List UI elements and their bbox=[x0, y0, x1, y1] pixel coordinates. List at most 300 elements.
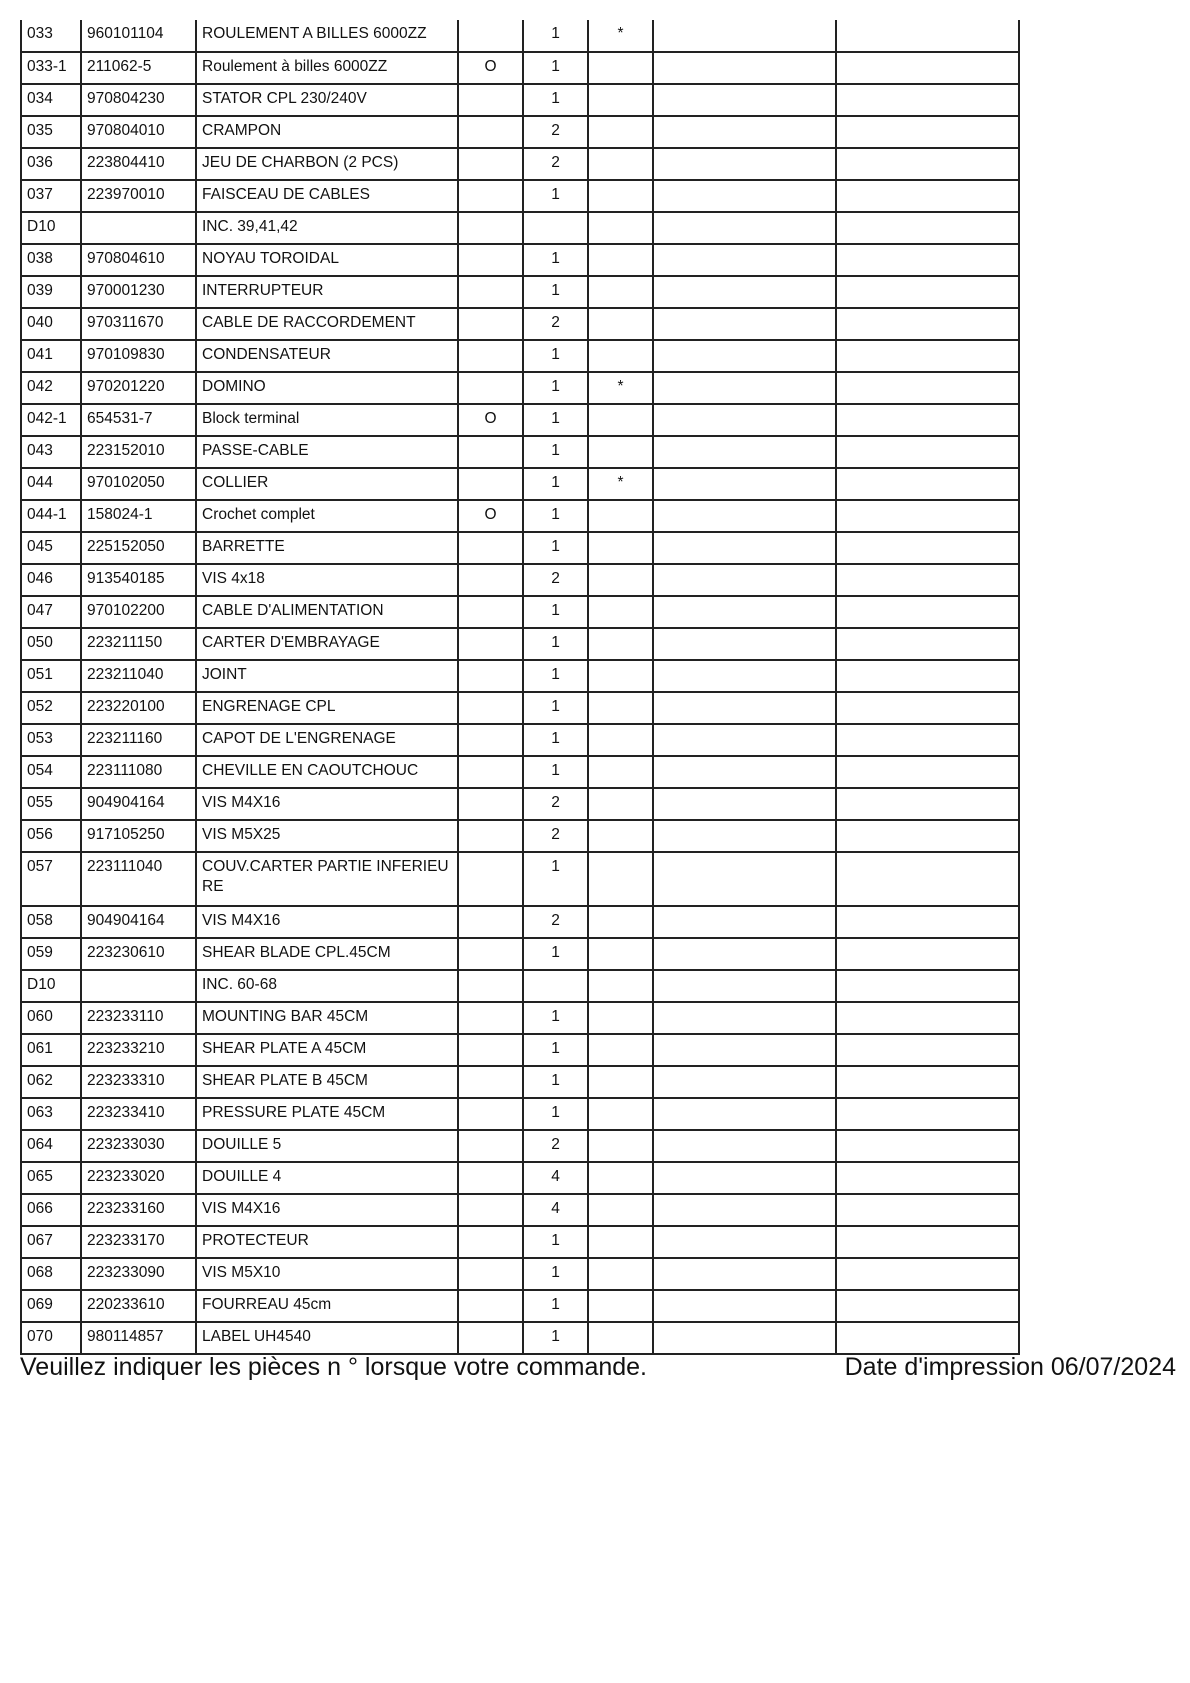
option-marker-cell bbox=[458, 212, 523, 244]
option-marker-cell bbox=[458, 20, 523, 52]
empty-cell bbox=[653, 148, 836, 180]
option-marker-cell bbox=[458, 276, 523, 308]
quantity-cell: 1 bbox=[523, 1034, 588, 1066]
empty-cell bbox=[653, 1034, 836, 1066]
empty-cell bbox=[653, 970, 836, 1002]
part-description-cell: FAISCEAU DE CABLES bbox=[196, 180, 458, 212]
quantity-cell: 2 bbox=[523, 820, 588, 852]
table-row bbox=[21, 404, 1019, 436]
part-ref-cell: 068 bbox=[21, 1258, 81, 1290]
table-row bbox=[21, 852, 1019, 906]
part-number-cell: 220233610 bbox=[81, 1290, 196, 1322]
option-marker-cell bbox=[458, 628, 523, 660]
quantity-cell: 2 bbox=[523, 906, 588, 938]
empty-cell bbox=[836, 852, 1019, 906]
table-row bbox=[21, 308, 1019, 340]
part-ref-cell: 062 bbox=[21, 1066, 81, 1098]
part-description-cell: DOUILLE 4 bbox=[196, 1162, 458, 1194]
part-ref-cell: 054 bbox=[21, 756, 81, 788]
part-description-cell: Crochet complet bbox=[196, 500, 458, 532]
part-number-cell: 904904164 bbox=[81, 788, 196, 820]
parts-table bbox=[20, 20, 1020, 1355]
note-marker-cell: * bbox=[588, 20, 653, 52]
empty-cell bbox=[836, 1098, 1019, 1130]
option-marker-cell bbox=[458, 1098, 523, 1130]
part-number-cell: 970804230 bbox=[81, 84, 196, 116]
part-description-cell: SHEAR PLATE A 45CM bbox=[196, 1034, 458, 1066]
part-number-cell bbox=[81, 212, 196, 244]
empty-cell bbox=[836, 532, 1019, 564]
note-marker-cell bbox=[588, 938, 653, 970]
empty-cell bbox=[836, 756, 1019, 788]
table-row bbox=[21, 1322, 1019, 1354]
part-description-cell: BARRETTE bbox=[196, 532, 458, 564]
note-marker-cell bbox=[588, 404, 653, 436]
note-marker-cell bbox=[588, 116, 653, 148]
part-description-cell: VIS M5X25 bbox=[196, 820, 458, 852]
quantity-cell bbox=[523, 970, 588, 1002]
empty-cell bbox=[653, 1002, 836, 1034]
empty-cell bbox=[653, 212, 836, 244]
note-marker-cell bbox=[588, 308, 653, 340]
note-marker-cell bbox=[588, 1098, 653, 1130]
table-row bbox=[21, 906, 1019, 938]
part-number-cell: 223111040 bbox=[81, 852, 196, 906]
option-marker-cell bbox=[458, 1194, 523, 1226]
empty-cell bbox=[653, 938, 836, 970]
part-number-cell: 970102200 bbox=[81, 596, 196, 628]
empty-cell bbox=[653, 564, 836, 596]
part-ref-cell: 050 bbox=[21, 628, 81, 660]
part-description-cell: CAPOT DE L'ENGRENAGE bbox=[196, 724, 458, 756]
empty-cell bbox=[836, 180, 1019, 212]
part-number-cell: 223233310 bbox=[81, 1066, 196, 1098]
empty-cell bbox=[653, 596, 836, 628]
quantity-cell: 1 bbox=[523, 852, 588, 906]
empty-cell bbox=[653, 660, 836, 692]
table-row bbox=[21, 244, 1019, 276]
quantity-cell: 1 bbox=[523, 596, 588, 628]
part-description-cell: PRESSURE PLATE 45CM bbox=[196, 1098, 458, 1130]
empty-cell bbox=[836, 724, 1019, 756]
empty-cell bbox=[653, 1066, 836, 1098]
quantity-cell: 2 bbox=[523, 788, 588, 820]
note-marker-cell bbox=[588, 1194, 653, 1226]
quantity-cell: 1 bbox=[523, 84, 588, 116]
quantity-cell: 2 bbox=[523, 308, 588, 340]
quantity-cell: 2 bbox=[523, 1130, 588, 1162]
empty-cell bbox=[653, 244, 836, 276]
empty-cell bbox=[836, 1226, 1019, 1258]
empty-cell bbox=[653, 404, 836, 436]
note-marker-cell bbox=[588, 788, 653, 820]
part-ref-cell: 061 bbox=[21, 1034, 81, 1066]
note-marker-cell bbox=[588, 1290, 653, 1322]
option-marker-cell bbox=[458, 1130, 523, 1162]
empty-cell bbox=[653, 52, 836, 84]
table-row bbox=[21, 692, 1019, 724]
option-marker-cell bbox=[458, 180, 523, 212]
quantity-cell: 1 bbox=[523, 340, 588, 372]
option-marker-cell bbox=[458, 436, 523, 468]
option-marker-cell bbox=[458, 148, 523, 180]
note-marker-cell bbox=[588, 1034, 653, 1066]
part-ref-cell: 046 bbox=[21, 564, 81, 596]
part-ref-cell: 056 bbox=[21, 820, 81, 852]
quantity-cell: 1 bbox=[523, 660, 588, 692]
note-marker-cell bbox=[588, 1066, 653, 1098]
option-marker-cell bbox=[458, 340, 523, 372]
quantity-cell: 2 bbox=[523, 148, 588, 180]
part-ref-cell: 058 bbox=[21, 906, 81, 938]
note-marker-cell bbox=[588, 628, 653, 660]
empty-cell bbox=[653, 1290, 836, 1322]
table-row bbox=[21, 1098, 1019, 1130]
part-number-cell: 225152050 bbox=[81, 532, 196, 564]
part-number-cell: 223211150 bbox=[81, 628, 196, 660]
table-row bbox=[21, 468, 1019, 500]
part-description-cell: COUV.CARTER PARTIE INFERIEURE bbox=[196, 852, 458, 906]
empty-cell bbox=[653, 84, 836, 116]
table-row bbox=[21, 1034, 1019, 1066]
option-marker-cell bbox=[458, 244, 523, 276]
empty-cell bbox=[653, 372, 836, 404]
table-row bbox=[21, 1258, 1019, 1290]
quantity-cell: 1 bbox=[523, 276, 588, 308]
part-ref-cell: 040 bbox=[21, 308, 81, 340]
note-marker-cell bbox=[588, 970, 653, 1002]
option-marker-cell bbox=[458, 1002, 523, 1034]
empty-cell bbox=[653, 1162, 836, 1194]
quantity-cell: 1 bbox=[523, 1290, 588, 1322]
empty-cell bbox=[653, 20, 836, 52]
empty-cell bbox=[836, 52, 1019, 84]
part-ref-cell: 069 bbox=[21, 1290, 81, 1322]
print-date: Date d'impression 06/07/2024 bbox=[844, 1353, 1176, 1381]
part-ref-cell: 041 bbox=[21, 340, 81, 372]
note-marker-cell bbox=[588, 906, 653, 938]
empty-cell bbox=[836, 212, 1019, 244]
parts-table-body bbox=[21, 20, 1019, 1354]
table-row bbox=[21, 756, 1019, 788]
quantity-cell: 4 bbox=[523, 1162, 588, 1194]
note-marker-cell bbox=[588, 596, 653, 628]
empty-cell bbox=[836, 244, 1019, 276]
part-description-cell: ROULEMENT A BILLES 6000ZZ bbox=[196, 20, 458, 52]
table-row bbox=[21, 564, 1019, 596]
part-number-cell: 223233090 bbox=[81, 1258, 196, 1290]
empty-cell bbox=[653, 468, 836, 500]
empty-cell bbox=[836, 436, 1019, 468]
part-description-cell: PROTECTEUR bbox=[196, 1226, 458, 1258]
option-marker-cell bbox=[458, 692, 523, 724]
part-number-cell: 223211040 bbox=[81, 660, 196, 692]
part-number-cell: 970804010 bbox=[81, 116, 196, 148]
part-description-cell: VIS M4X16 bbox=[196, 1194, 458, 1226]
empty-cell bbox=[653, 1130, 836, 1162]
empty-cell bbox=[653, 628, 836, 660]
part-description-cell: VIS M4X16 bbox=[196, 788, 458, 820]
table-row bbox=[21, 788, 1019, 820]
part-description-cell: CABLE D'ALIMENTATION bbox=[196, 596, 458, 628]
empty-cell bbox=[653, 1258, 836, 1290]
empty-cell bbox=[836, 1034, 1019, 1066]
empty-cell bbox=[836, 692, 1019, 724]
quantity-cell: 1 bbox=[523, 1098, 588, 1130]
part-description-cell: VIS M4X16 bbox=[196, 906, 458, 938]
empty-cell bbox=[836, 1290, 1019, 1322]
note-marker-cell bbox=[588, 500, 653, 532]
table-row bbox=[21, 1194, 1019, 1226]
table-row bbox=[21, 1066, 1019, 1098]
part-ref-cell: 064 bbox=[21, 1130, 81, 1162]
part-number-cell: 654531-7 bbox=[81, 404, 196, 436]
part-ref-cell: D10 bbox=[21, 212, 81, 244]
part-ref-cell: D10 bbox=[21, 970, 81, 1002]
empty-cell bbox=[836, 1130, 1019, 1162]
quantity-cell: 1 bbox=[523, 1258, 588, 1290]
part-ref-cell: 037 bbox=[21, 180, 81, 212]
part-ref-cell: 035 bbox=[21, 116, 81, 148]
note-marker-cell bbox=[588, 180, 653, 212]
quantity-cell: 2 bbox=[523, 564, 588, 596]
option-marker-cell bbox=[458, 938, 523, 970]
empty-cell bbox=[653, 340, 836, 372]
empty-cell bbox=[653, 500, 836, 532]
part-ref-cell: 052 bbox=[21, 692, 81, 724]
part-description-cell: INC. 60-68 bbox=[196, 970, 458, 1002]
note-marker-cell bbox=[588, 1002, 653, 1034]
part-number-cell: 980114857 bbox=[81, 1322, 196, 1354]
option-marker-cell bbox=[458, 84, 523, 116]
empty-cell bbox=[836, 970, 1019, 1002]
quantity-cell: 1 bbox=[523, 1322, 588, 1354]
note-marker-cell bbox=[588, 1322, 653, 1354]
option-marker-cell bbox=[458, 724, 523, 756]
part-ref-cell: 063 bbox=[21, 1098, 81, 1130]
part-description-cell: STATOR CPL 230/240V bbox=[196, 84, 458, 116]
note-marker-cell bbox=[588, 660, 653, 692]
part-number-cell: 223111080 bbox=[81, 756, 196, 788]
part-ref-cell: 057 bbox=[21, 852, 81, 906]
note-marker-cell bbox=[588, 756, 653, 788]
part-number-cell: 970102050 bbox=[81, 468, 196, 500]
empty-cell bbox=[653, 1226, 836, 1258]
empty-cell bbox=[836, 820, 1019, 852]
note-marker-cell bbox=[588, 1162, 653, 1194]
quantity-cell: 1 bbox=[523, 628, 588, 660]
part-number-cell: 970201220 bbox=[81, 372, 196, 404]
note-marker-cell bbox=[588, 564, 653, 596]
empty-cell bbox=[836, 788, 1019, 820]
empty-cell bbox=[836, 84, 1019, 116]
quantity-cell: 1 bbox=[523, 180, 588, 212]
part-number-cell: 970311670 bbox=[81, 308, 196, 340]
quantity-cell: 1 bbox=[523, 372, 588, 404]
part-number-cell: 960101104 bbox=[81, 20, 196, 52]
quantity-cell: 1 bbox=[523, 532, 588, 564]
empty-cell bbox=[836, 276, 1019, 308]
part-number-cell: 223233170 bbox=[81, 1226, 196, 1258]
option-marker-cell bbox=[458, 1290, 523, 1322]
empty-cell bbox=[836, 1322, 1019, 1354]
part-description-cell: CARTER D'EMBRAYAGE bbox=[196, 628, 458, 660]
part-ref-cell: 051 bbox=[21, 660, 81, 692]
empty-cell bbox=[836, 660, 1019, 692]
part-description-cell: CABLE DE RACCORDEMENT bbox=[196, 308, 458, 340]
part-ref-cell: 042 bbox=[21, 372, 81, 404]
part-number-cell: 223233160 bbox=[81, 1194, 196, 1226]
empty-cell bbox=[653, 436, 836, 468]
empty-cell bbox=[653, 116, 836, 148]
empty-cell bbox=[836, 564, 1019, 596]
option-marker-cell bbox=[458, 308, 523, 340]
part-number-cell: 223233020 bbox=[81, 1162, 196, 1194]
table-row bbox=[21, 276, 1019, 308]
note-marker-cell bbox=[588, 532, 653, 564]
part-description-cell: INC. 39,41,42 bbox=[196, 212, 458, 244]
empty-cell bbox=[836, 1162, 1019, 1194]
table-row bbox=[21, 1162, 1019, 1194]
part-number-cell bbox=[81, 970, 196, 1002]
part-number-cell: 913540185 bbox=[81, 564, 196, 596]
note-marker-cell bbox=[588, 436, 653, 468]
option-marker-cell: O bbox=[458, 404, 523, 436]
part-number-cell: 211062-5 bbox=[81, 52, 196, 84]
part-number-cell: 223233410 bbox=[81, 1098, 196, 1130]
table-row bbox=[21, 436, 1019, 468]
part-number-cell: 223211160 bbox=[81, 724, 196, 756]
table-row bbox=[21, 20, 1019, 52]
empty-cell bbox=[653, 852, 836, 906]
note-marker-cell bbox=[588, 84, 653, 116]
part-number-cell: 223152010 bbox=[81, 436, 196, 468]
part-ref-cell: 038 bbox=[21, 244, 81, 276]
table-row bbox=[21, 532, 1019, 564]
part-description-cell: ENGRENAGE CPL bbox=[196, 692, 458, 724]
table-row bbox=[21, 1002, 1019, 1034]
part-ref-cell: 044 bbox=[21, 468, 81, 500]
empty-cell bbox=[836, 1258, 1019, 1290]
option-marker-cell bbox=[458, 1066, 523, 1098]
part-description-cell: Block terminal bbox=[196, 404, 458, 436]
part-description-cell: VIS 4x18 bbox=[196, 564, 458, 596]
empty-cell bbox=[836, 596, 1019, 628]
table-row bbox=[21, 596, 1019, 628]
option-marker-cell: O bbox=[458, 52, 523, 84]
empty-cell bbox=[836, 906, 1019, 938]
part-ref-cell: 059 bbox=[21, 938, 81, 970]
quantity-cell: 1 bbox=[523, 52, 588, 84]
part-ref-cell: 034 bbox=[21, 84, 81, 116]
quantity-cell: 1 bbox=[523, 244, 588, 276]
option-marker-cell bbox=[458, 852, 523, 906]
part-description-cell: CONDENSATEUR bbox=[196, 340, 458, 372]
table-row bbox=[21, 1130, 1019, 1162]
option-marker-cell bbox=[458, 906, 523, 938]
table-row bbox=[21, 372, 1019, 404]
table-row bbox=[21, 52, 1019, 84]
quantity-cell: 1 bbox=[523, 20, 588, 52]
note-marker-cell bbox=[588, 276, 653, 308]
empty-cell bbox=[836, 1194, 1019, 1226]
note-marker-cell bbox=[588, 1258, 653, 1290]
part-number-cell: 223233110 bbox=[81, 1002, 196, 1034]
table-row bbox=[21, 180, 1019, 212]
table-row bbox=[21, 340, 1019, 372]
table-row bbox=[21, 628, 1019, 660]
table-row bbox=[21, 212, 1019, 244]
part-ref-cell: 042-1 bbox=[21, 404, 81, 436]
table-row bbox=[21, 1226, 1019, 1258]
empty-cell bbox=[653, 1098, 836, 1130]
part-ref-cell: 033 bbox=[21, 20, 81, 52]
part-number-cell: 970804610 bbox=[81, 244, 196, 276]
note-marker-cell bbox=[588, 244, 653, 276]
quantity-cell: 1 bbox=[523, 404, 588, 436]
quantity-cell: 4 bbox=[523, 1194, 588, 1226]
empty-cell bbox=[653, 1194, 836, 1226]
part-ref-cell: 044-1 bbox=[21, 500, 81, 532]
part-description-cell: SHEAR PLATE B 45CM bbox=[196, 1066, 458, 1098]
part-ref-cell: 033-1 bbox=[21, 52, 81, 84]
part-number-cell: 970109830 bbox=[81, 340, 196, 372]
note-marker-cell bbox=[588, 52, 653, 84]
option-marker-cell bbox=[458, 756, 523, 788]
empty-cell bbox=[653, 532, 836, 564]
part-description-cell: DOUILLE 5 bbox=[196, 1130, 458, 1162]
part-description-cell: COLLIER bbox=[196, 468, 458, 500]
part-ref-cell: 036 bbox=[21, 148, 81, 180]
note-marker-cell: * bbox=[588, 372, 653, 404]
part-ref-cell: 047 bbox=[21, 596, 81, 628]
note-marker-cell bbox=[588, 852, 653, 906]
table-row bbox=[21, 500, 1019, 532]
quantity-cell: 1 bbox=[523, 468, 588, 500]
table-row bbox=[21, 116, 1019, 148]
part-number-cell: 158024-1 bbox=[81, 500, 196, 532]
empty-cell bbox=[653, 788, 836, 820]
empty-cell bbox=[836, 20, 1019, 52]
part-number-cell: 223233030 bbox=[81, 1130, 196, 1162]
note-marker-cell bbox=[588, 724, 653, 756]
part-description-cell: VIS M5X10 bbox=[196, 1258, 458, 1290]
part-ref-cell: 045 bbox=[21, 532, 81, 564]
quantity-cell: 1 bbox=[523, 500, 588, 532]
empty-cell bbox=[836, 1002, 1019, 1034]
part-ref-cell: 070 bbox=[21, 1322, 81, 1354]
part-number-cell: 223804410 bbox=[81, 148, 196, 180]
note-marker-cell bbox=[588, 820, 653, 852]
option-marker-cell bbox=[458, 660, 523, 692]
option-marker-cell bbox=[458, 1258, 523, 1290]
quantity-cell: 1 bbox=[523, 724, 588, 756]
quantity-cell: 1 bbox=[523, 1002, 588, 1034]
option-marker-cell bbox=[458, 532, 523, 564]
part-description-cell: DOMINO bbox=[196, 372, 458, 404]
part-description-cell: JOINT bbox=[196, 660, 458, 692]
part-description-cell: NOYAU TOROIDAL bbox=[196, 244, 458, 276]
table-row bbox=[21, 148, 1019, 180]
table-row bbox=[21, 970, 1019, 1002]
empty-cell bbox=[836, 1066, 1019, 1098]
empty-cell bbox=[653, 308, 836, 340]
option-marker-cell bbox=[458, 788, 523, 820]
option-marker-cell bbox=[458, 372, 523, 404]
part-ref-cell: 065 bbox=[21, 1162, 81, 1194]
order-instruction-note: Veuillez indiquer les pièces n ° lorsque votre commande. bbox=[20, 1353, 648, 1381]
quantity-cell: 1 bbox=[523, 1226, 588, 1258]
